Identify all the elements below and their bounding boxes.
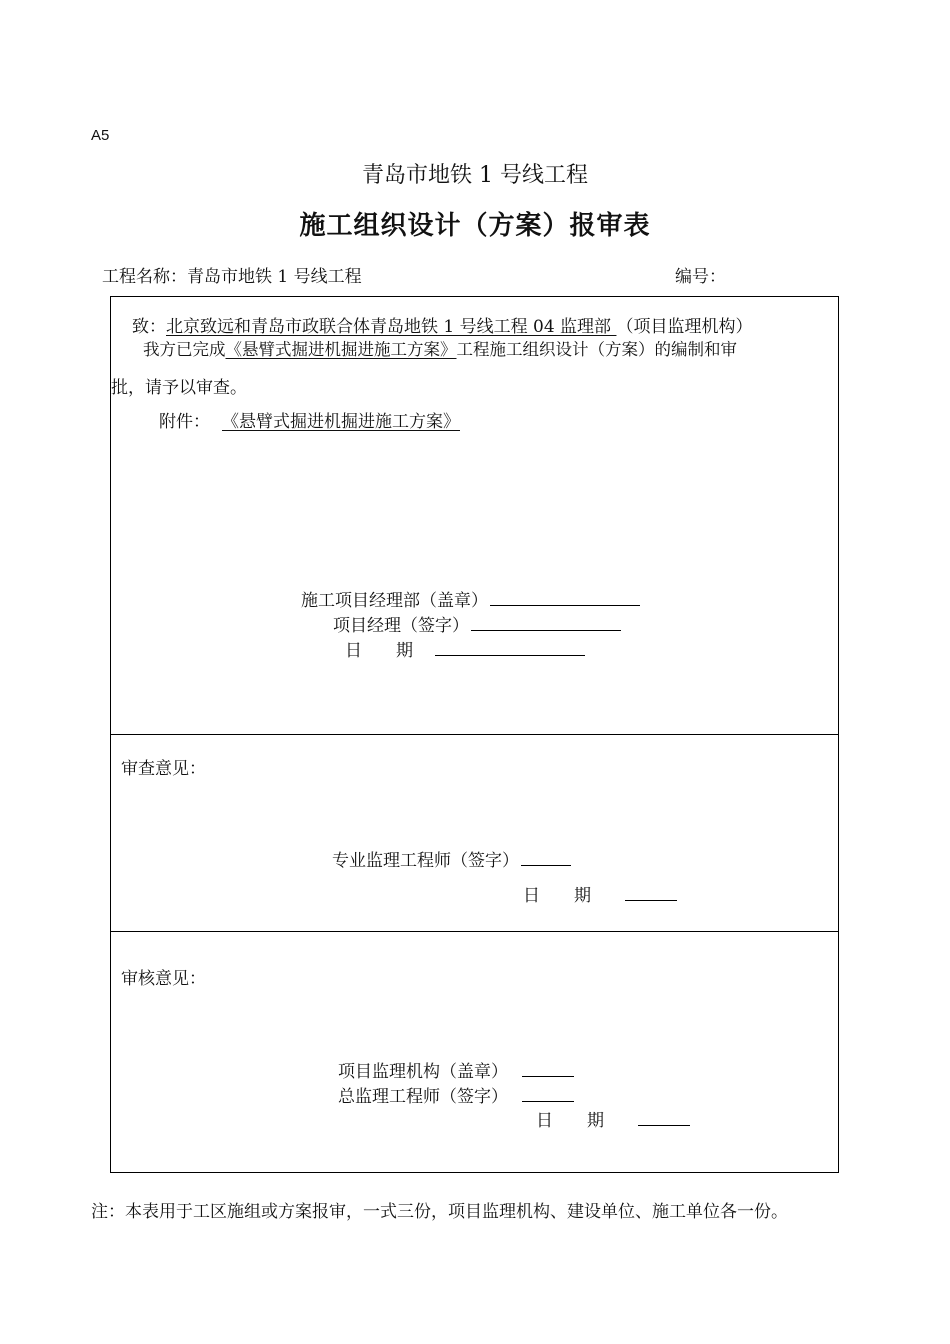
plan-name: 《悬臂式掘进机掘进施工方案》 [225,340,457,359]
project-manager-label: 项目经理（签字） [333,616,469,636]
engineer-signature-line [521,851,571,866]
addressee-value: 北京致远和青岛市政联合体青岛地铁 1 号线工程 04 监理部 [166,317,617,337]
project-manager-sign-line [333,611,621,636]
construction-dept-label: 施工项目经理部（盖章） [301,591,488,611]
form-title: 施工组织设计（方案）报审表 [299,211,651,241]
supervision-org-seal-line [338,1057,574,1082]
submission-section [111,297,838,735]
approval-date-label: 日 期 [536,1111,604,1131]
submission-body-line1 [143,336,737,360]
submission-body-line2: 批，请予以审查。 [111,378,247,398]
form-code: A5 [91,127,110,144]
project-title: 青岛市地铁 1 号线工程 [362,163,588,188]
body-prefix: 我方已完成 [143,340,226,359]
approval-date-field [638,1111,690,1126]
review-opinion-heading: 审查意见： [121,759,206,779]
submission-date-line [345,636,585,661]
engineer-label: 专业监理工程师（签字） [332,851,519,871]
body-suffix: 工程施工组织设计（方案）的编制和审 [456,340,737,359]
review-section [111,734,838,932]
review-date-line [523,881,677,906]
footer-note: 注：本表用于工区施组或方案报审，一式三份，项目监理机构、建设单位、施工单位各一份。 [91,1202,788,1222]
org-seal-line [522,1062,574,1077]
seal-signature-line [490,591,640,606]
project-name-line [102,262,362,287]
supervision-org-label: 项目监理机构（盖章） [338,1062,508,1082]
serial-no-label: 编号： [675,267,726,287]
attachment-line [159,407,460,432]
review-form-table [110,296,839,1173]
construction-dept-seal-line [301,586,640,611]
addressee-suffix: （项目监理机构） [616,317,753,337]
addressee-line [132,312,752,337]
approval-section [111,931,838,1172]
approval-opinion-heading: 审核意见： [121,969,206,989]
approval-date-line [536,1106,690,1131]
chief-engineer-sign-line [338,1082,574,1107]
project-name-value: 青岛市地铁 1 号线工程 [187,267,362,287]
submission-date-field [435,641,585,656]
review-date-field [625,886,677,901]
project-name-label: 工程名称： [102,267,187,287]
chief-engineer-label: 总监理工程师（签字） [338,1087,508,1107]
attachment-value: 《悬臂式掘进机掘进施工方案》 [222,412,460,432]
addressee-prefix: 致： [132,317,166,337]
attachment-label: 附件： [159,412,210,432]
chief-signature-line [522,1087,574,1102]
review-date-label: 日 期 [523,886,591,906]
engineer-sign-line [332,846,571,871]
manager-signature-line [471,616,621,631]
submission-date-label: 日 期 [345,641,413,661]
